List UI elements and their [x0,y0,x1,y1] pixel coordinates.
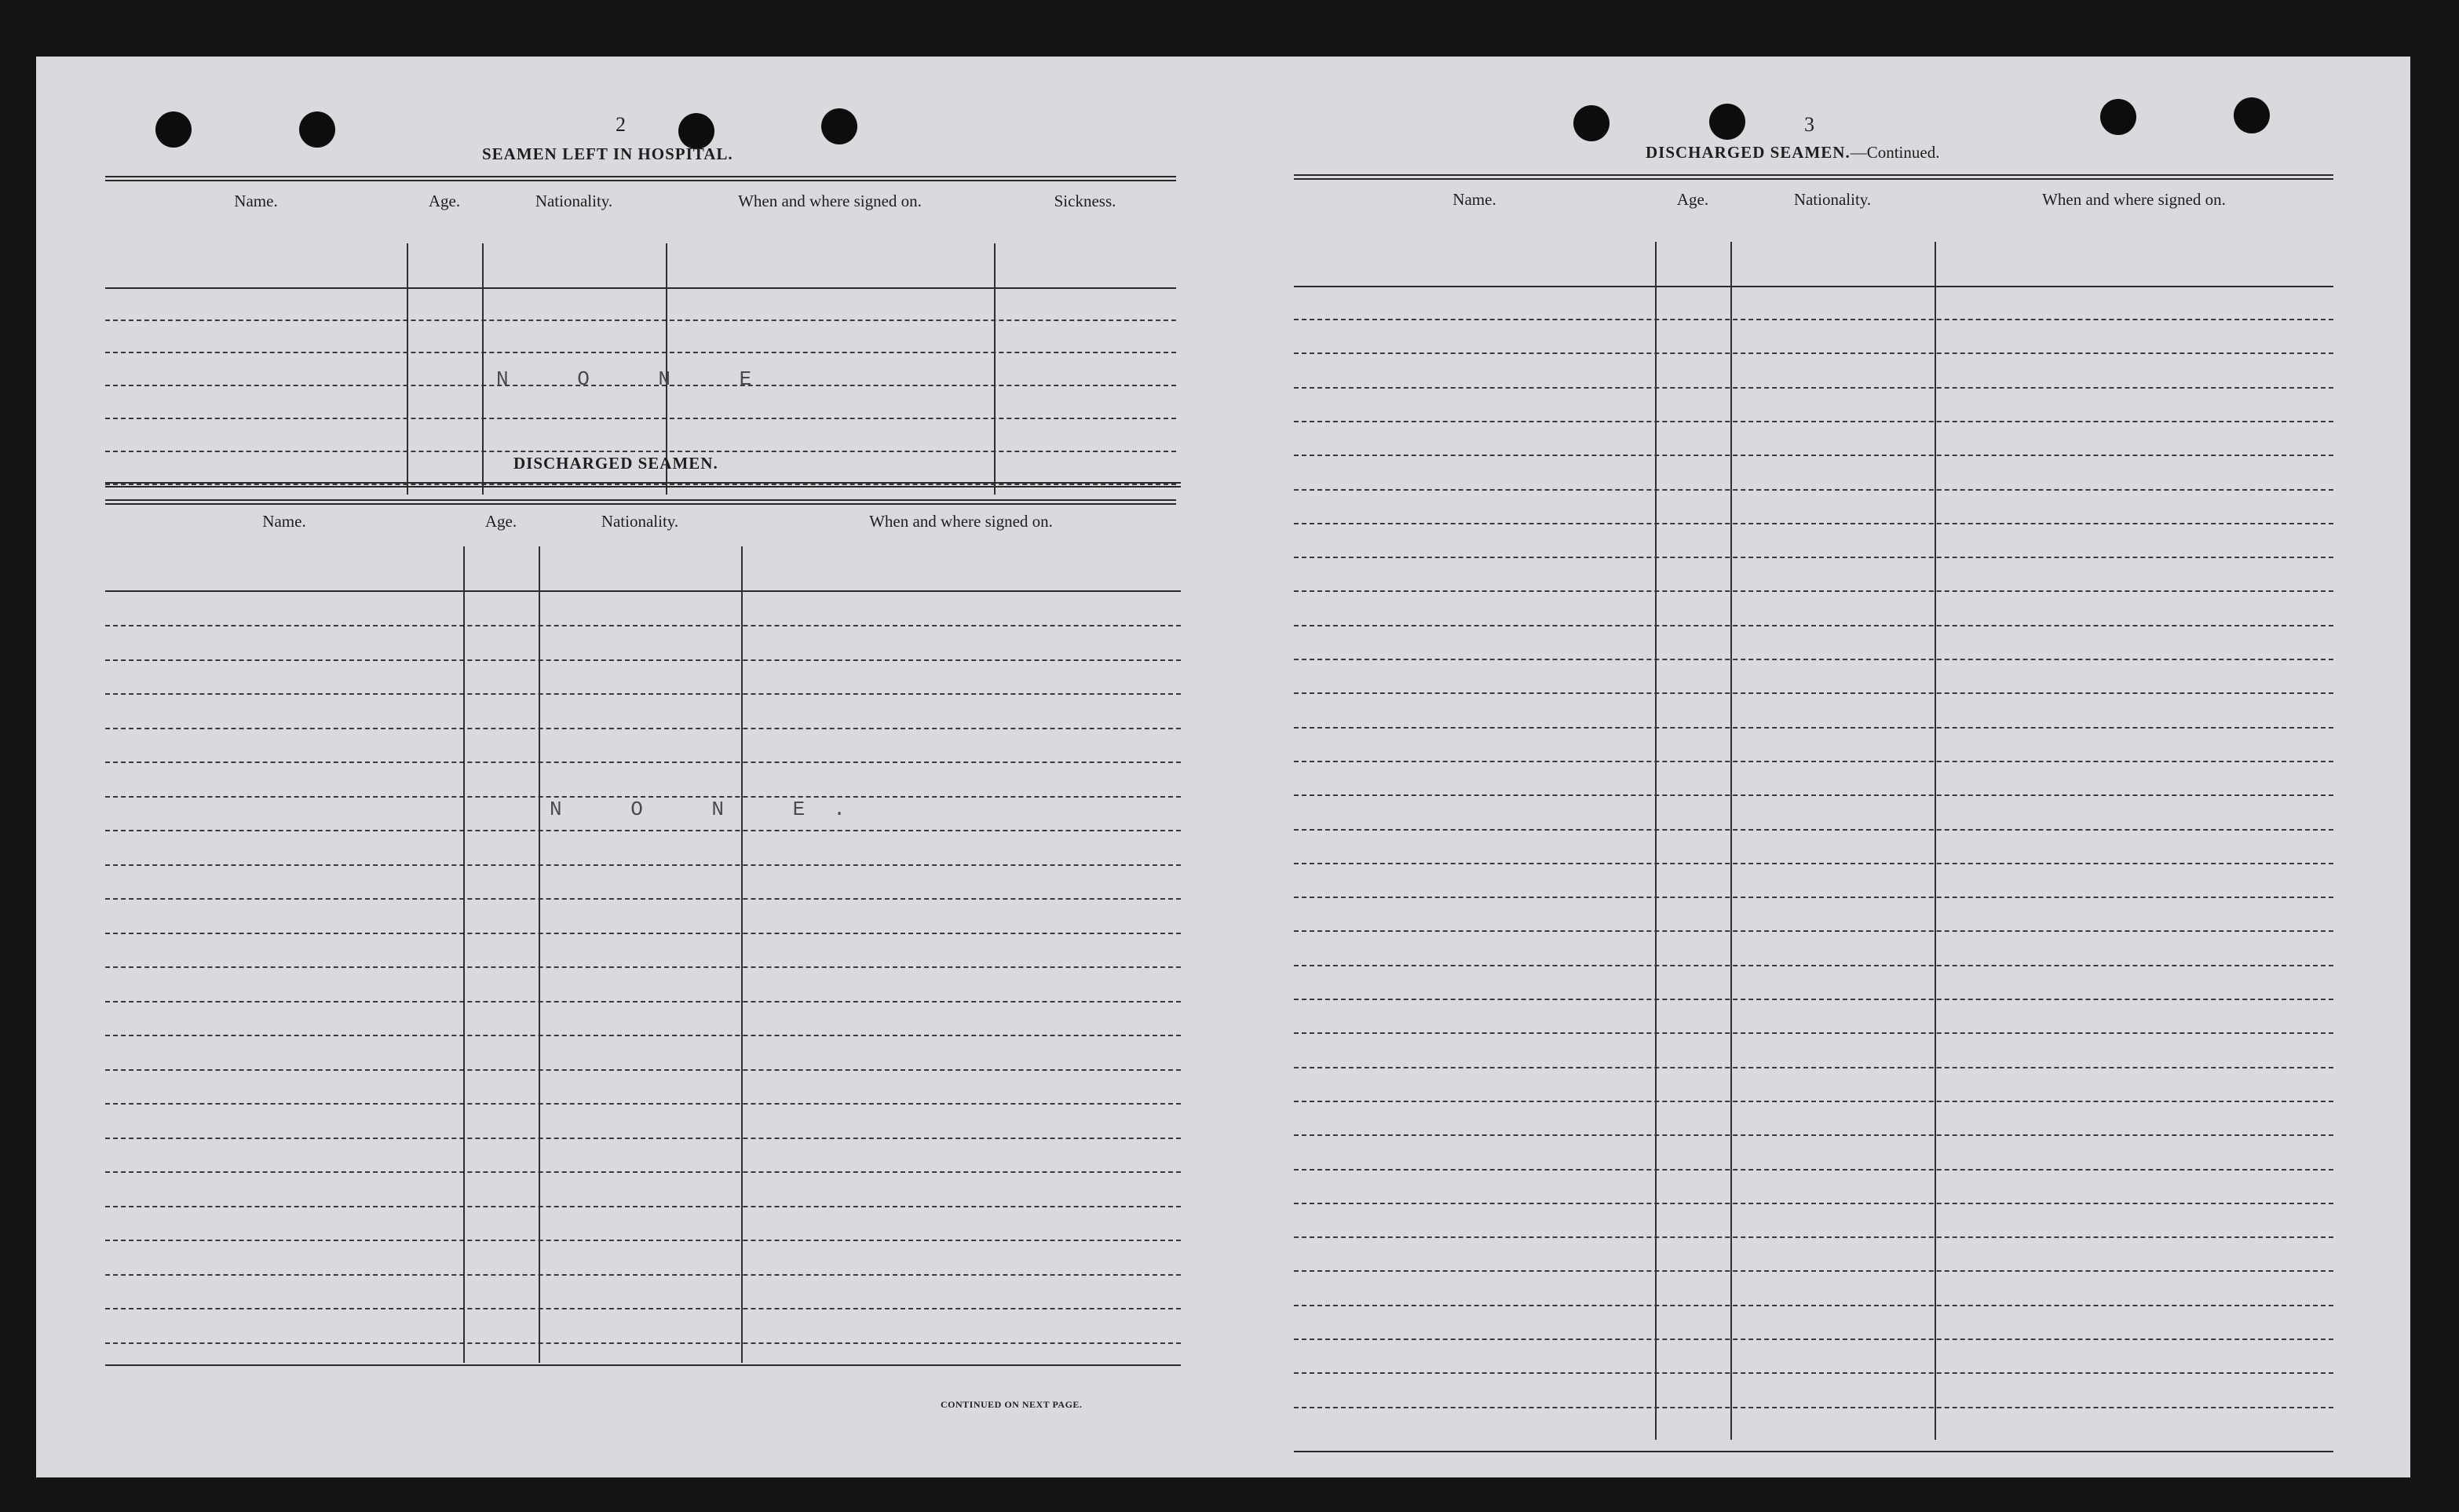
ledger-paper [36,57,2410,1477]
ruled-line [1294,319,2333,320]
ruled-line [1294,625,2333,626]
ruled-line [1294,1101,2333,1102]
ruled-line [1294,1169,2333,1171]
ruled-line [105,1342,1181,1344]
ruled-line [1294,1203,2333,1204]
ruled-line [105,1001,1181,1003]
discharged-entry-none: N O N E. [550,798,874,821]
right-col-name: Name. [1452,190,1496,209]
ruled-line [105,1069,1181,1071]
discharged-col-name: Name. [262,512,306,531]
ruled-line [1294,1134,2333,1136]
discharged-table-right [1294,174,2333,1399]
left-page-number: 2 [616,113,626,136]
ruled-line [1294,829,2333,831]
right-col-nationality: Nationality. [1793,190,1872,209]
ruled-line [105,761,1181,763]
ruled-line [1294,421,2333,422]
discharged-table-left [105,482,1181,1385]
ruled-line [1294,1032,2333,1034]
ruled-line [1294,352,2333,354]
ruled-line [105,933,1181,934]
ruled-line [1294,897,2333,898]
ruled-line [105,1308,1181,1309]
right-col-signed-on: When and where signed on. [2042,190,2226,209]
ruled-line [1294,1407,2333,1408]
ruled-line [1294,659,2333,660]
right-title-continued: —Continued. [1850,143,1940,162]
ruled-line [1294,930,2333,932]
ruled-line [1294,1372,2333,1374]
ruled-line [105,864,1181,866]
ruled-line [1294,1305,2333,1306]
ruled-line [1294,863,2333,864]
ruled-line [1294,999,2333,1000]
hospital-col-age: Age. [428,192,461,210]
punch-hole [1709,104,1745,140]
ruled-line [1294,1270,2333,1272]
ruled-line [105,1171,1181,1173]
discharged-col-age: Age. [484,512,517,531]
discharged-section-title: DISCHARGED SEAMEN. [513,454,718,473]
hospital-section-title: SEAMEN LEFT IN HOSPITAL. [482,144,733,163]
ruled-line [1294,557,2333,558]
right-page-title [1646,143,1939,163]
ruled-line [1294,727,2333,729]
punch-hole [2234,97,2270,133]
ruled-line [1294,489,2333,491]
ruled-line [1294,455,2333,456]
ruled-line [105,693,1181,695]
ruled-line [1294,523,2333,524]
hospital-col-name: Name. [234,192,278,210]
punch-hole [155,111,192,148]
ruled-line [1294,794,2333,796]
hospital-col-sickness: Sickness. [1054,192,1116,210]
right-title-main: DISCHARGED SEAMEN. [1646,143,1851,162]
hospital-col-signed-on: When and where signed on. [738,192,922,210]
ruled-line [105,898,1181,900]
ruled-line [1294,1067,2333,1068]
hospital-entry-none: N O N E [496,367,780,391]
punch-hole [1573,105,1609,141]
ruled-line [1294,1339,2333,1340]
right-col-age: Age. [1676,190,1709,209]
ruled-line [105,1274,1181,1276]
ruled-line [105,1138,1181,1139]
discharged-col-nationality: Nationality. [601,512,679,531]
ruled-line [105,659,1181,661]
right-page-number: 3 [1804,113,1814,136]
ruled-line [105,830,1181,831]
ruled-line [1294,761,2333,762]
ruled-line [105,1103,1181,1105]
punch-hole [821,108,857,144]
ruled-line [105,1035,1181,1036]
ruled-line [1294,387,2333,389]
continued-note: CONTINUED ON NEXT PAGE. [941,1399,1083,1410]
ruled-line [105,1206,1181,1207]
discharged-col-signed-on: When and where signed on. [869,512,1053,531]
ruled-line [1294,1236,2333,1238]
ruled-line [105,966,1181,968]
ruled-line [105,1240,1181,1241]
punch-hole [2100,99,2136,135]
ruled-line [1294,692,2333,694]
hospital-col-nationality: Nationality. [535,192,613,210]
ruled-line [1294,965,2333,966]
ruled-line [1294,590,2333,592]
ruled-line [105,625,1181,626]
ruled-line [105,728,1181,729]
punch-hole [299,111,335,148]
